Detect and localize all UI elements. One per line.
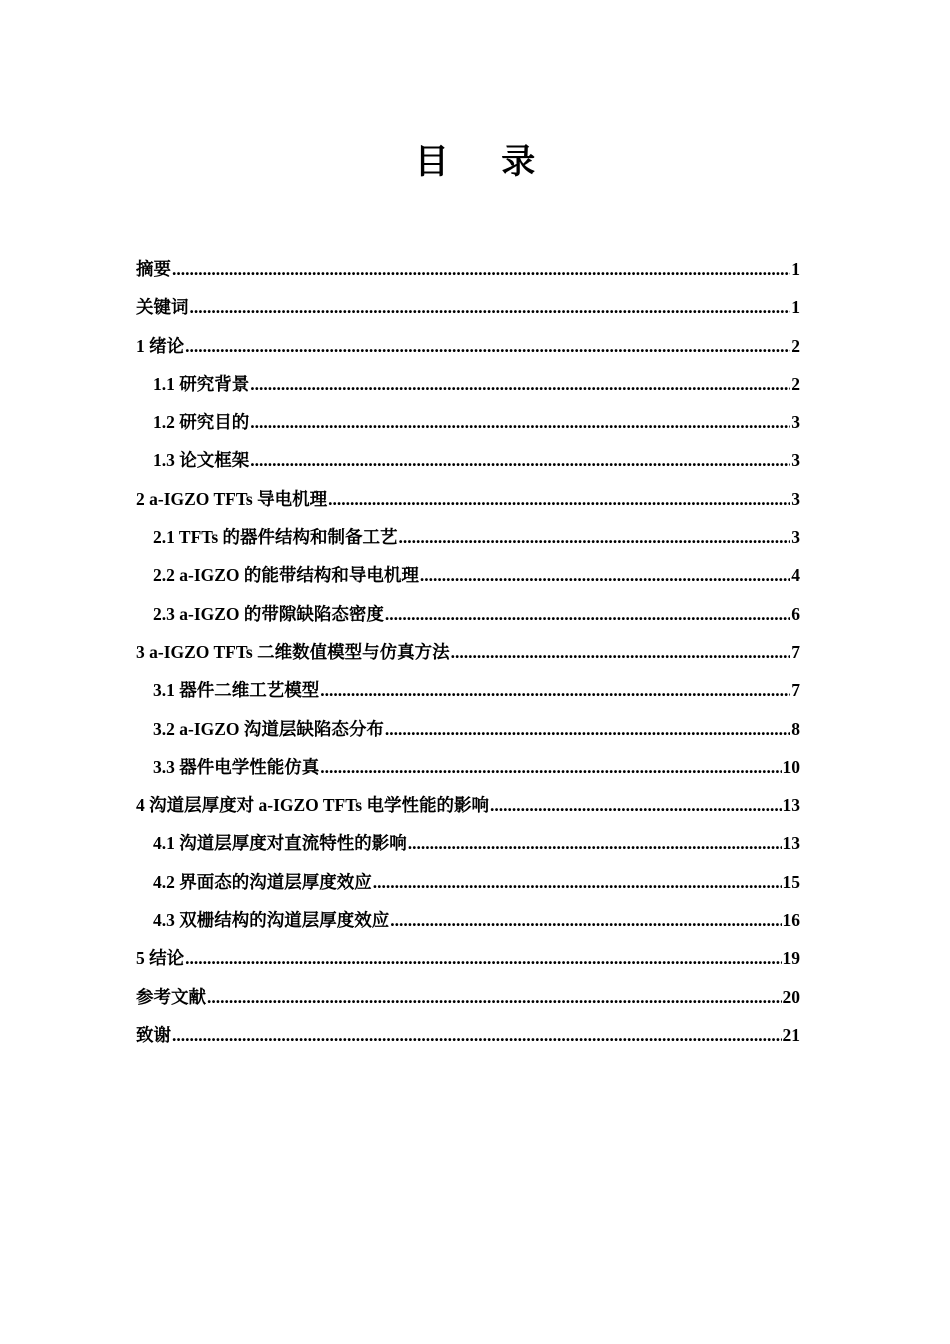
toc-leader-dots [320, 748, 781, 786]
toc-leader-dots [451, 633, 791, 671]
toc-entry-label: 1.2 研究目的 [153, 412, 250, 433]
toc-leader-dots [185, 327, 790, 365]
toc-entry-label: 3.3 器件电学性能仿真 [153, 756, 320, 777]
toc-leader-dots [207, 978, 782, 1016]
toc-page-number: 3 [791, 450, 800, 471]
toc-entry[interactable] [136, 250, 800, 288]
page-title: 目 录 [414, 144, 558, 181]
toc-page-number: 19 [782, 948, 800, 969]
toc-entry[interactable] [136, 901, 800, 939]
toc-entry[interactable] [136, 710, 800, 748]
toc-page-number: 20 [782, 986, 800, 1007]
toc-leader-dots [328, 480, 790, 518]
toc-leader-dots [172, 1016, 782, 1054]
toc-entry[interactable] [136, 824, 800, 862]
toc-entry-label: 2.3 a-IGZO 的带隙缺陷态密度 [153, 603, 384, 624]
toc-page-number: 1 [791, 259, 800, 279]
toc-entry-label: 2.1 TFTs 的器件结构和制备工艺 [153, 527, 398, 548]
toc-leader-dots [172, 250, 790, 288]
toc-entry-label: 4.2 界面态的沟道层厚度效应 [153, 871, 372, 892]
toc-entry-label: 2 a-IGZO TFTs 导电机理 [136, 488, 328, 509]
toc-entry-label: 4 沟道层厚度对 a-IGZO TFTs 电学性能的影响 [136, 795, 489, 816]
toc-entry[interactable] [136, 556, 800, 594]
toc-entry-label: 2.2 a-IGZO 的能带结构和导电机理 [153, 565, 419, 586]
toc-entry[interactable] [136, 327, 800, 365]
toc-page-number: 13 [782, 795, 800, 816]
toc-leader-dots [250, 441, 790, 479]
toc-page-number: 3 [791, 527, 800, 548]
toc-entry[interactable] [136, 1016, 800, 1054]
toc-entry[interactable] [136, 518, 800, 556]
toc-entry-label: 1.1 研究背景 [153, 373, 250, 394]
toc-entry-label: 3.1 器件二维工艺模型 [153, 680, 320, 701]
toc-entry-label: 参考文献 [136, 986, 206, 1007]
toc-leader-dots [190, 288, 791, 326]
toc-entry[interactable] [136, 863, 800, 901]
toc-page-number: 13 [782, 833, 800, 854]
toc-leader-dots [385, 595, 790, 633]
toc-page-number: 21 [782, 1024, 800, 1045]
toc-entry[interactable] [136, 748, 800, 786]
toc-entry-label: 摘要 [136, 259, 171, 279]
toc-entry-label: 4.3 双栅结构的沟道层厚度效应 [153, 910, 390, 931]
toc-leader-dots [250, 403, 790, 441]
toc-entry-label: 5 结论 [136, 948, 185, 969]
toc-entry[interactable] [136, 365, 800, 403]
toc-page-number: 7 [791, 641, 800, 662]
toc-page-number: 8 [791, 718, 800, 739]
table-of-contents [136, 250, 800, 1054]
toc-leader-dots [385, 710, 790, 748]
toc-page-number: 2 [791, 373, 800, 394]
toc-leader-dots [390, 901, 781, 939]
toc-entry-label: 3.2 a-IGZO 沟道层缺陷态分布 [153, 718, 384, 739]
toc-page-number: 10 [782, 756, 800, 777]
toc-entry[interactable] [136, 671, 800, 709]
toc-page-number: 3 [791, 412, 800, 433]
toc-leader-dots [408, 824, 782, 862]
toc-entry-label: 1 绪论 [136, 335, 185, 356]
toc-entry[interactable] [136, 595, 800, 633]
toc-entry[interactable] [136, 939, 800, 977]
toc-page-number: 2 [791, 335, 800, 356]
toc-leader-dots [490, 786, 782, 824]
toc-page-number: 7 [791, 680, 800, 701]
toc-page-number: 16 [782, 910, 800, 931]
toc-entry[interactable] [136, 480, 800, 518]
toc-entry-label: 关键词 [136, 297, 189, 318]
toc-leader-dots [373, 863, 782, 901]
toc-leader-dots [320, 671, 790, 709]
toc-entry-label: 致谢 [136, 1024, 171, 1045]
toc-leader-dots [185, 939, 781, 977]
toc-leader-dots [399, 518, 791, 556]
toc-page-number: 4 [791, 565, 800, 586]
toc-entry[interactable] [136, 786, 800, 824]
toc-leader-dots [250, 365, 790, 403]
toc-page-number: 6 [791, 603, 800, 624]
toc-leader-dots [420, 556, 790, 594]
toc-page-number: 1 [791, 297, 800, 318]
toc-entry[interactable] [136, 288, 800, 326]
toc-entry-label: 3 a-IGZO TFTs 二维数值模型与仿真方法 [136, 641, 450, 662]
toc-entry[interactable] [136, 978, 800, 1016]
toc-entry[interactable] [136, 633, 800, 671]
toc-entry[interactable] [136, 441, 800, 479]
toc-page-number: 15 [782, 871, 800, 892]
toc-entry-label: 4.1 沟道层厚度对直流特性的影响 [153, 833, 407, 854]
toc-entry-label: 1.3 论文框架 [153, 450, 250, 471]
toc-entry[interactable] [136, 403, 800, 441]
toc-page-number: 3 [791, 488, 800, 509]
